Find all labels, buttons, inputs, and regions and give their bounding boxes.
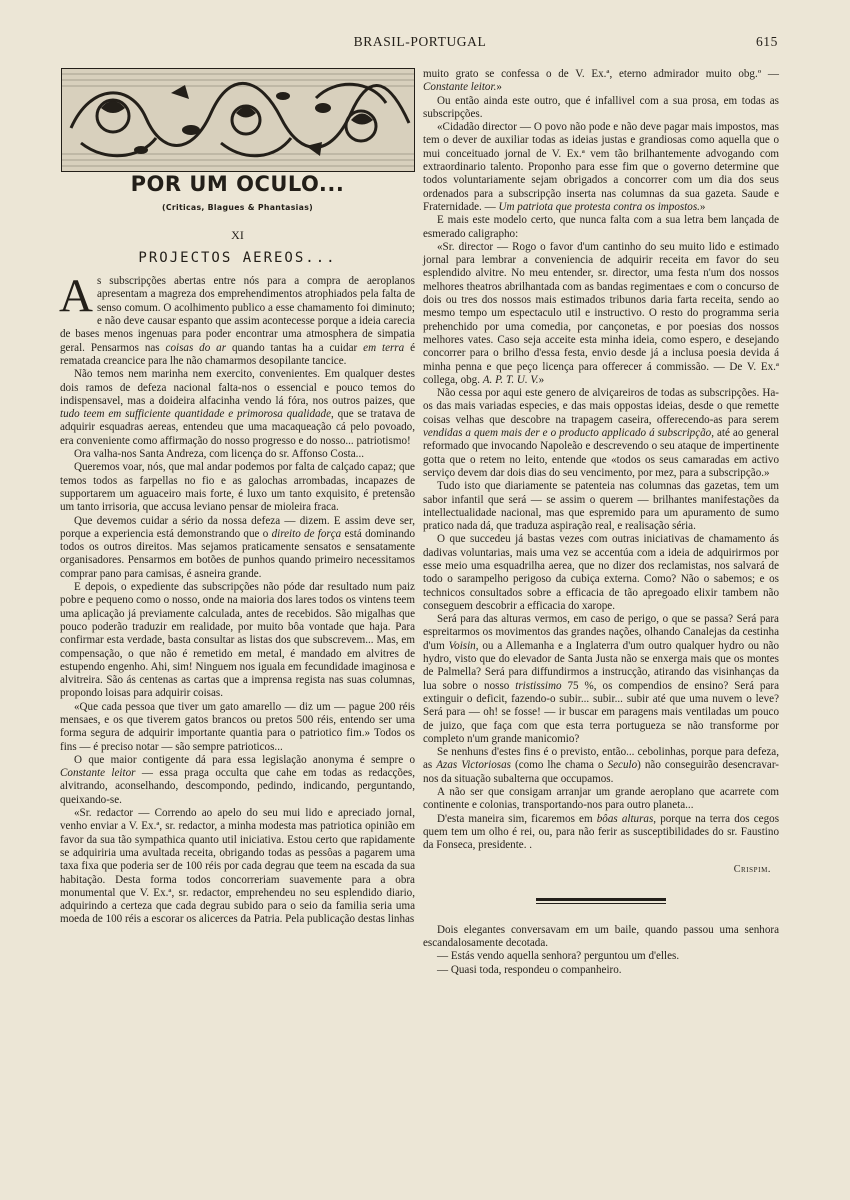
article-section-heading: PROJECTOS AEREOS... — [138, 249, 337, 266]
paragraph: Ou então ainda este outro, que é infallivel com a sua prosa, em todas as subscripções. — [423, 94, 779, 120]
running-title: BRASIL-PORTUGAL — [353, 34, 487, 49]
paragraph: muito grato se confessa o de V. Ex.ª, eterno admirador muito obg.º — Constante leitor.» — [423, 68, 779, 94]
paragraph: — Estás vendo aquella senhora? perguntou um d'elles. — [437, 950, 680, 963]
left-column — [60, 68, 415, 927]
paragraph: As subscripções abertas entre nós para a compra de aeroplanos apresentam a magreza dos emprehendimentos atrophiados pela falta de senso comum. O acolhimento publico a esse chamamento foi diminuto; e não deve causar espanto que assim acontecesse porque a ideia carecia de bases menos ingenuas para poder encontrar uma atmosphera de simpatia geral. Pensarmos nas coisas do ar quando tantas ha a cuidar em terra é rematada creancice para lhe não chamarmos desopilante tancice. — [59, 270, 416, 367]
paragraph: «Cidadão director — O povo não pode e não deve pagar mais impostos, mas tem o dever de auxiliar todas as ideias justas e grandiosas como aquella que o mui conceituado jornal de V. Ex.ª vem tão brilhantemente advogando com extraordinario talento. Proponho para esse fim que o governo determine que todos voluntariamente sejam obrigados a concorrer com um dia dos seus ordenados para a subscripção inserta nas columnas da sua gazeta. Saude e Fraternidade. — Um patriota que protesta contra os impostos.» — [423, 121, 779, 213]
article-title: POR UM OCULO... — [130, 172, 345, 196]
drop-cap: A — [59, 270, 93, 323]
right-column — [423, 68, 779, 977]
paragraph: Dois elegantes conversavam em um baile, quando passou uma senhora escandalosamente decotada. — [423, 923, 779, 950]
paragraph: O que succedeu já bastas vezes com outras iniciativas de chamamento ás dadivas voluntarias, mais uma vez se accentúa com a ideia de adquirirmos por esse meio uma esquadrilha aerea, que no dizer dos reclamistas, nos salvará de todo o sarampelho perigoso da cubiça externa. Como? Não o sabemos; e os technicos consultados sobre a efficacia de tão apregoado elixir tambem não conseguem descobrir a efficacia do xarope. — [423, 533, 779, 612]
paragraph: Será para das alturas vermos, em caso de perigo, o que se passa? Será para espreitarmos os movimentos das grandes nações, olhando Canalejas da cestinha d'um Voisin, ou a Allemanha e a Inglaterra d'um outro qualquer hydro ou não hydro, visto que do elevador de Santa Justa não se enxerga mais que os montes de Palmella? Será para diffundirmos a instrucção, atirando das visinhanças da lua sobre o nosso tristissimo 75 %, os compendios de ensino? Será para extinguir o deficit, fazendo-o subir... subir... subir até que uma nuvem o leve? Será para — oh! se fosse! — ir buscar em paragens mais ventiladas um pouco de juizo, que faça com que esta terra portugueza se não transforme por completo n'um grande manicomio? — [423, 613, 780, 745]
paragraph: E depois, o expediente das subscripções não póde dar resultado num paiz pobre e pequeno como o nosso, onde na maioria dos lares todos os vintens teem uma aplicação já previamente calculada, antes de recebidos. São migalhas que pouco poderão traduzir em realidade, por muito bôa vontade que haja. Para confirmar esta verdade, basta consultar as listas dos que subscrevem... Mas, em compensação, o que não é remetido em metal, é mandado em alvitres de estupendo engenho. Ahi, sim! Ninguem nos iguala em fecundidade imaginosa e alvitreira. São ás centenas as cartas que a imprensa regista nas suas columnas, propondo loisas para adquirir coisas. — [60, 581, 415, 700]
section-divider — [536, 898, 666, 904]
ornamental-header-illustration — [61, 68, 415, 172]
article-number: XI — [231, 227, 244, 242]
author-signature: Crispim. — [733, 863, 771, 875]
paragraph: Ora valha-nos Santa Andreza, com licença do sr. Affonso Costa... — [74, 448, 365, 461]
anecdote — [423, 924, 779, 977]
paragraph: Não temos nem marinha nem exercito, convenientes. Em qualquer destes dois ramos de defeza nacional falta-nos o essencial e pouco temos do indispensavel, mas a doideira alfacinha vendo lá fóra, nos outros paizes, que tudo teem em sufficiente quantidade e primorosa qualidade, que se tratava de adquirir esquadras aereas, entendeu que uma macaqueação cá pelo povoado, era conveniente como affirmação do nosso progresso e do nosso... patriotismo! — [60, 368, 416, 447]
paragraph: A não ser que consigam arranjar um grande aeroplano que acarrete com continente e colonias, transportando-nos para outro planeta... — [423, 786, 779, 812]
paragraph: Que devemos cuidar a sério da nossa defeza — dizem. E assim deve ser, porque a experiencia está demonstrando que o direito de força está dominando todos os outros direitos. Mas sejamos praticamente sensatos e sensatamente organisadores. Pensarmos em botões de punhos quando primeiro necessitamos comprar pano para camisas, é asneira grande. — [60, 514, 415, 580]
paragraph: O que maior contigente dá para essa legislação anonyma é sempre o Constante leitor — essa praga occulta que cahe em todas as redacções, alvitrando, aconselhando, descompondo, pedindo, indicando, perguntando, queixando-se. — [60, 753, 415, 806]
paragraph: «Sr. director — Rogo o favor d'um cantinho do seu muito lido e estimado jornal para lembrar a conveniencia de adquirir receita em favor do seu esplendido alvitre. No meu entender, sr. director, uma festa n'um dos nossos melhores theatros abrilhantada com as bandas regimentaes e com o concurso de dois ou tres dos nossos mais estimados tribunos daria farta receita, sendo ao mesmo tempo um espectaculo util e instructivo. O resto do programma seria prehenchido por uma comedia, por cançonetas, e por poesias dos nossos melhores vates. Caso seja acceite esta minha ideia, como espero, e desejando concorrer para o brilho d'essa festa, envio desde já a inclusa poesia devida á minha penna e que peço licença para offerecer á commissão. — De V. Ex.ª collega, obg. A. P. T. U. V.» — [423, 240, 779, 386]
paragraph: Tudo isto que diariamente se patenteia nas columnas das gazetas, tem um sabor infantil que será — se assim o querem — brilhantes manifestações da intellectualidade nacional, mas que espremido para um apuramento de sumo pratico nada dá, que traduza aspiração real, e realisação séria. — [423, 480, 779, 533]
paragraph: Queremos voar, nós, que mal andar podemos por falta de calçado capaz; que temos todos as farpellas no fio e as galochas arrombadas, incapazes de supportarem um aguaceiro mais forte, é luxo um tanto exquisito, é pretensão um tanto irrisoria, que accusa leviano pensar de mioleira fraca. — [60, 461, 415, 514]
page-header — [62, 34, 778, 54]
page-number: 615 — [755, 34, 778, 49]
paragraph: E mais este modelo certo, que nunca falta com a sua letra bem lançada de esmerado caligrapho: — [423, 214, 779, 240]
paragraph: «Sr. redactor — Correndo ao apelo do seu mui lido e apreciado jornal, venho enviar a V. Ex.ª, sr. redactor, a minha modesta mas patriotica opinião em favor da sua tão sympathica quanto util iniciativa. Estou certo que rapidamente se adquiriria uma avultada receita, obrigando todas as pessôas a pagarem uma taxa fixa que poderia ser de 100 réis por cada degrau que teem na escada da sua habitação. Desta forma todos concorreriam suavemente para a obra monumental que V. Ex.ª, sr. redactor, emprehendeu no seu esplendido diario, adquirindo a certeza que cada degrau subido para o seio da familia seria uma moeda de 100 réis a escorar os alicerces da Patria. Pela publicação destas linhas — [60, 807, 415, 926]
paragraph: Se nenhuns d'estes fins é o previsto, então... cebolinhas, porque para defeza, as Azas Victoriosas (como lhe chama o Seculo) não conseguirão desencravar-nos da situação subalterna que occupamos. — [423, 746, 779, 785]
paragraph: D'esta maneira sim, ficaremos em bôas alturas, porque na terra dos cegos quem tem um olho é rei, ou, para não ferir as susceptibilidades do sr. Faustino da Fonseca, presidente. . — [423, 812, 780, 852]
paragraph: «Que cada pessoa que tiver um gato amarello — diz um — pague 200 réis mensaes, e os que tiverem gatos brancos ou pretos 500 réis, entendo ser uma forma segura de adquirir importante quantia para o patriotico fim.» Todos os fins — é preciso notar — são sempre patrioticos... — [60, 700, 415, 753]
paragraph: — Quasi toda, respondeu o companheiro. — [437, 963, 622, 976]
paragraph: Não cessa por aqui este genero de alviçareiros de todas as subscripções. Ha-os das mais variadas especies, e das mais oppostas ideias, desde o que remette coisas velhas que descobre na trapagem caseira, offerecendo-as para serem vendidas a quem mais der e o producto applicado á subscripção, até ao general reformado que invocando Napoleão e descrevendo o seu ataque de impertinente gotta que o retem no leito, entende que «todos os seus camaradas em activo serviço devem dar dois dias do seu vencimento, por mez, para a subscripção.» — [423, 387, 779, 479]
article-subtitle: (Criticas, Blagues & Phantasias) — [161, 203, 313, 213]
